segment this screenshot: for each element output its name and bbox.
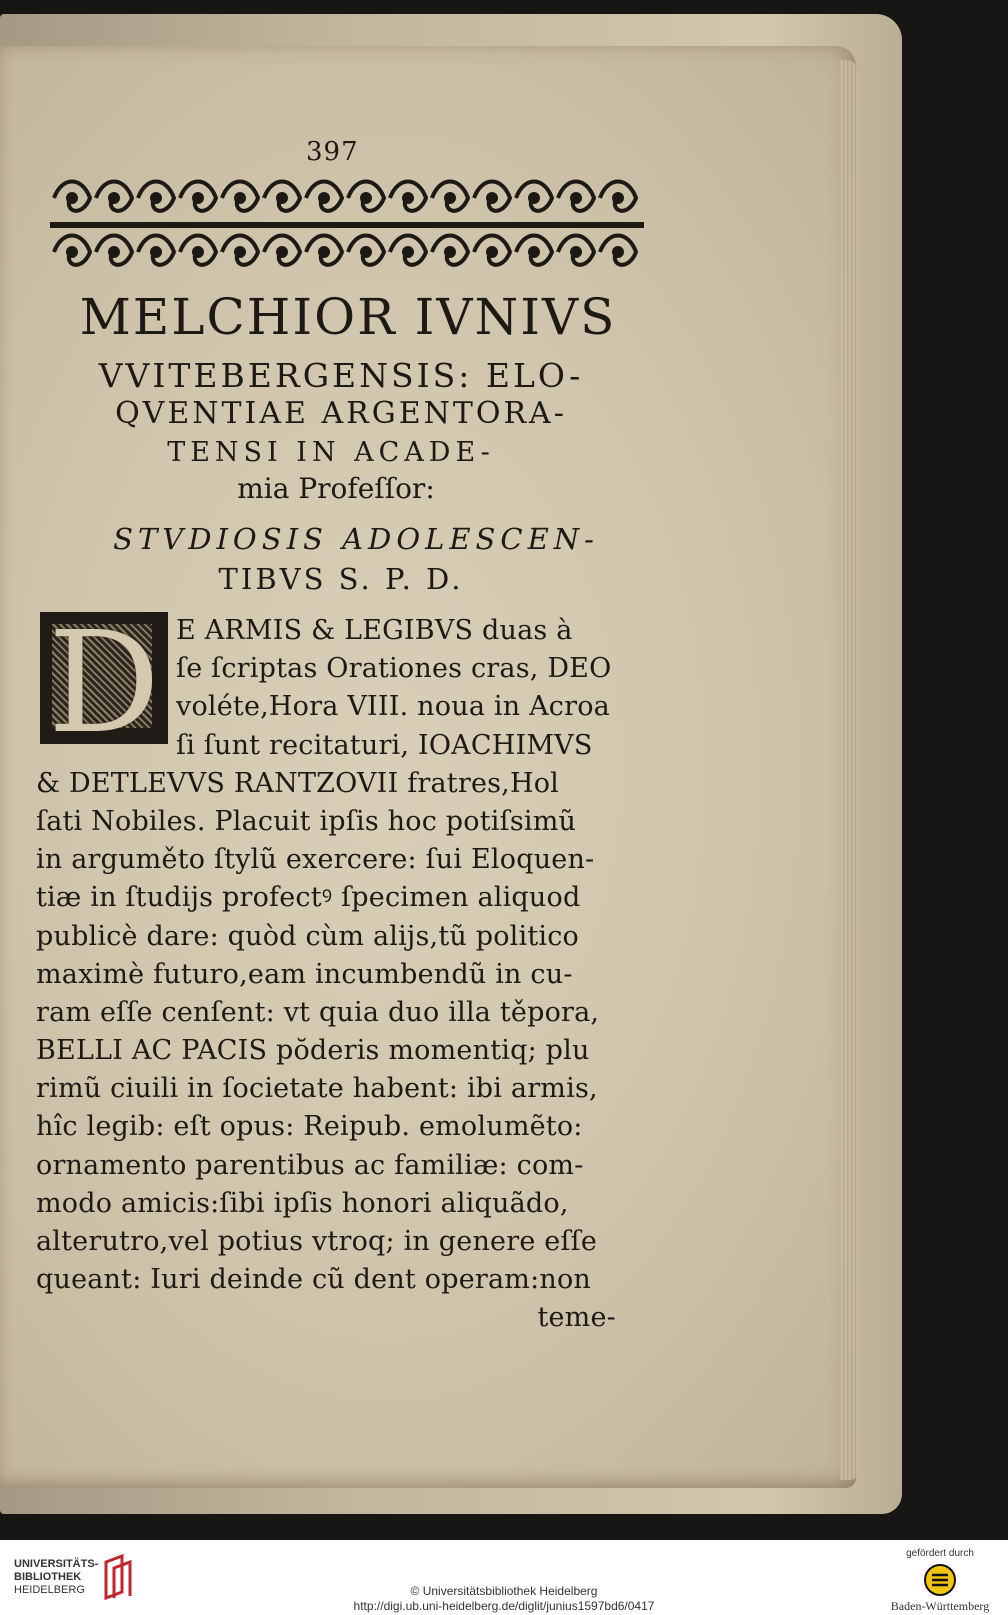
ornament-dot bbox=[194, 248, 202, 256]
body-line: E ARMIS & LEGIBVS duas à bbox=[176, 615, 573, 646]
ornament-dot bbox=[110, 248, 118, 256]
body-line: publicè dare: quòd cùm alijs,tũ politico bbox=[36, 920, 580, 952]
ornament-dot bbox=[530, 194, 538, 202]
body-line: ram eſſe cenſent: vt quia duo illa těpora, bbox=[36, 996, 600, 1028]
page-number: 397 bbox=[306, 137, 359, 167]
ornament-dot bbox=[488, 248, 496, 256]
body-line: & DETLEVVS RANTZOVII fratres,Hol bbox=[36, 767, 559, 799]
body-line: alterutro,vel potius vtroq; in genere eſſe bbox=[36, 1226, 598, 1257]
ornament-dot bbox=[194, 194, 202, 202]
ornament-dot bbox=[320, 194, 328, 202]
viewer-footer bbox=[0, 1540, 1008, 1615]
ornament-dot bbox=[68, 248, 76, 256]
catchword: teme- bbox=[537, 1302, 616, 1334]
ornament-dot bbox=[572, 194, 580, 202]
greeting-line-1: STVDIOSIS ADOLESCEN- bbox=[113, 522, 599, 556]
ornament-dot bbox=[404, 248, 412, 256]
sponsor-label: gefördert durch bbox=[906, 1548, 974, 1559]
heading-line-4: mia Profeſſor: bbox=[237, 472, 435, 505]
heading-line-1: VVITEBERGENSIS: ELO- bbox=[98, 356, 584, 395]
sponsor-name: Baden-Württemberg bbox=[890, 1599, 990, 1613]
body-line: ſati Nobiles. Placuit ipſis hoc potiſsimũ bbox=[36, 805, 577, 837]
ornament-dot bbox=[362, 248, 370, 256]
ornament-dot bbox=[530, 248, 538, 256]
body-text bbox=[36, 612, 646, 1338]
ornament-dot bbox=[614, 194, 622, 202]
body-line: hîc legib: eſt opus: Reipub. emolumẽto: bbox=[36, 1111, 583, 1143]
permalink-url[interactable]: http://digi.ub.uni-heidelberg.de/diglit/junius1597bd6/0417 bbox=[353, 1599, 655, 1613]
heading-line-2: QVENTIAE ARGENTORA- bbox=[115, 396, 567, 431]
greeting-line-2: TIBVS S. P. D. bbox=[218, 562, 464, 596]
sponsor-block bbox=[890, 1548, 990, 1614]
body-line: rimũ ciuili in ſocietate habent: ibi armis, bbox=[36, 1073, 598, 1105]
heading-line-3: TENSI IN ACADE- bbox=[167, 437, 495, 468]
ornament-dot bbox=[446, 248, 454, 256]
body-line: in arguměto ſtylũ exercere: ſui Eloquen- bbox=[36, 844, 595, 876]
body-line: ſe ſcriptas Orationes cras, DEO bbox=[176, 653, 612, 685]
ornament-dot bbox=[446, 194, 454, 202]
body-line: ſi ſunt recitaturi, IOACHIMVS bbox=[176, 729, 593, 761]
ornament-dot bbox=[68, 194, 76, 202]
initial-letter: D bbox=[47, 602, 161, 765]
logo-line-2: BIBLIOTHEK bbox=[14, 1571, 82, 1583]
ornament-dot bbox=[404, 194, 412, 202]
copyright-text: © Universitätsbibliothek Heidelberg bbox=[410, 1584, 598, 1598]
ornament-dot bbox=[488, 194, 496, 202]
ornament-dot bbox=[152, 248, 160, 256]
body-line: maximè futuro,eam incumbendũ in cu- bbox=[36, 958, 573, 990]
ornament-dot bbox=[236, 194, 244, 202]
ornament-dot bbox=[110, 194, 118, 202]
logo-line-1: UNIVERSITÄTS- bbox=[14, 1558, 99, 1570]
body-line: voléte,Hora VIII. noua in Acroa bbox=[176, 691, 610, 723]
ornament-dot bbox=[320, 248, 328, 256]
state-seal-icon bbox=[923, 1563, 957, 1597]
ornament-dot bbox=[278, 194, 286, 202]
body-line: ornamento parentibus ac familiæ: com- bbox=[36, 1149, 584, 1181]
body-line: BELLI AC PACIS pŏderis momentiq; plu bbox=[36, 1035, 590, 1067]
ornament-dot bbox=[152, 194, 160, 202]
logo-line-3: HEIDELBERG bbox=[14, 1584, 85, 1596]
page-edge bbox=[840, 60, 858, 1480]
ornament-dot bbox=[278, 248, 286, 256]
body-line: queant: Iuri deinde cũ dent operam:non bbox=[36, 1264, 592, 1296]
ornament-dot bbox=[572, 248, 580, 256]
ornament-dot bbox=[614, 248, 622, 256]
page-title: MELCHIOR IVNIVS bbox=[79, 288, 617, 346]
ornament-dot bbox=[236, 248, 244, 256]
ornament-band bbox=[50, 174, 644, 278]
ornament-dot bbox=[362, 194, 370, 202]
body-line: tiæ in ſtudijs profectꝰ ſpecimen aliquod bbox=[36, 882, 581, 914]
copyright-block bbox=[0, 1584, 1008, 1614]
body-line: modo amicis:ſibi ipſis honori aliquãdo, bbox=[36, 1187, 569, 1219]
